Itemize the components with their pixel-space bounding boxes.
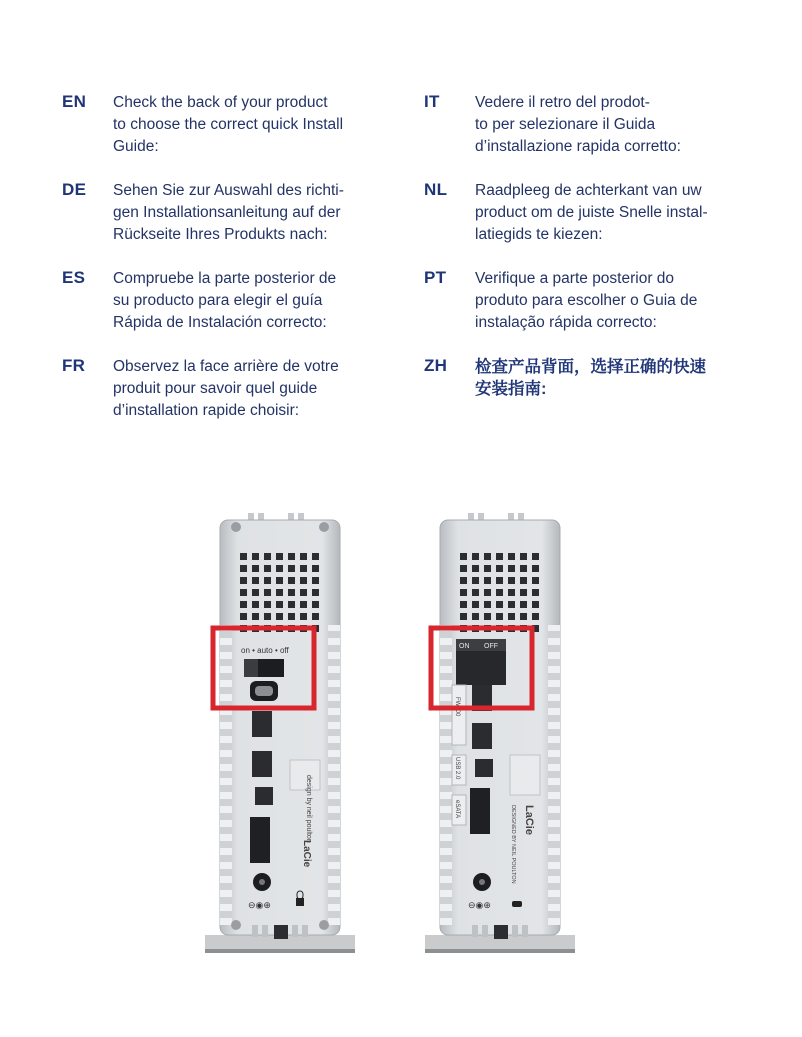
device-back-right [420, 505, 580, 965]
switch-off-label: OFF [484, 643, 498, 650]
screw-icon [319, 920, 329, 930]
svg-text:⊖◉⊕: ⊖◉⊕ [468, 900, 491, 910]
lang-code-it: IT [424, 92, 440, 111]
designer-credit: DESIGNED BY NEIL POULTON [510, 805, 516, 884]
lang-code-pt: PT [424, 268, 447, 287]
lock-slot [512, 901, 522, 907]
lang-code-fr: FR [62, 356, 86, 375]
usb-label: USB 2.0 [454, 757, 460, 780]
svg-text:⊖◉⊕: ⊖◉⊕ [248, 900, 271, 910]
device-back-left [200, 505, 360, 965]
switch-on-label: ON [459, 643, 470, 650]
screw-icon [231, 522, 241, 532]
screw-icon [319, 522, 329, 532]
lang-code-zh: ZH [424, 356, 448, 375]
brand-logo: LaCie [301, 840, 312, 868]
lang-text-en: Check the back of your product to choose the correct quick Install Guide: [113, 94, 344, 155]
lang-code-en: EN [62, 92, 87, 111]
screw-icon [231, 920, 241, 930]
lang-code-de: DE [62, 180, 87, 199]
usb-port [255, 787, 273, 805]
designer-credit: design by neil poulton [305, 775, 312, 843]
lang-text-it: Vedere il retro del prodot- to per selezionare il Guida d’installazione rapida corretto: [475, 94, 681, 155]
switch-label: on • auto • off [241, 646, 289, 655]
esata-label: eSATA [454, 800, 460, 819]
fw800-port [252, 751, 272, 777]
lang-text-pt: Verifique a parte posterior do produto para escolher o Guia de instalação rápida correcto: [475, 270, 698, 331]
lang-text-fr: Observez la face arrière de votre produit pour savoir quel guide d’installation rapide choisir: [113, 358, 339, 419]
lang-code-nl: NL [424, 180, 448, 199]
fw800-label: FW800 [454, 697, 460, 717]
usb-port [475, 759, 493, 777]
esata-port [470, 788, 490, 834]
lang-text-nl: Raadpleeg de achterkant van uw product om de juiste Snelle instal- latiegids te kiezen: [475, 182, 708, 243]
lang-text-zh: 检查产品背面，选择正确的快速 安装指南: [475, 358, 706, 398]
fw800-port [252, 711, 272, 737]
lang-code-es: ES [62, 268, 86, 287]
esata-port [250, 817, 270, 863]
lang-text-es: Compruebe la parte posterior de su producto para elegir el guía Rápida de Instalación correcto: [113, 270, 337, 331]
brand-logo: LaCie [523, 805, 535, 835]
fw800-port [472, 723, 492, 749]
lang-text-de: Sehen Sie zur Auswahl des richti- gen Installationsanleitung auf der Rückseite Ihres Produkts nach: [113, 182, 344, 243]
